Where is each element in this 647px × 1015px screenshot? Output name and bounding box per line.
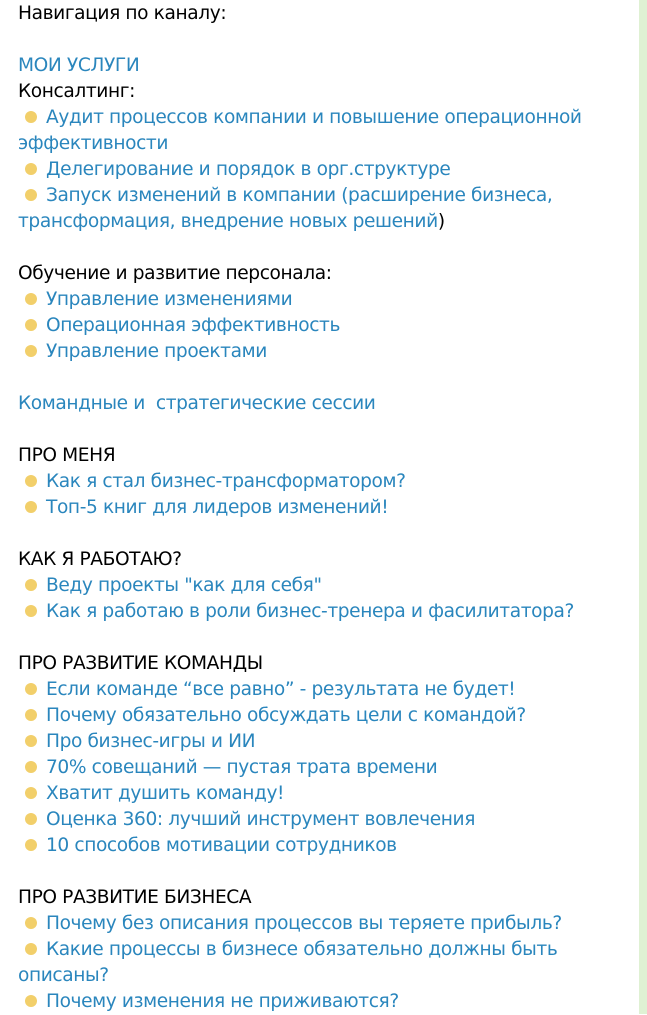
yellow-circle-icon <box>25 293 37 305</box>
list-item <box>18 599 638 625</box>
list-item <box>18 937 638 963</box>
team-heading: ПРО РАЗВИТИЕ КОМАНДЫ <box>18 653 263 674</box>
yellow-circle-icon <box>25 163 37 175</box>
business-link-2-cont[interactable]: описаны? <box>18 965 109 986</box>
yellow-circle-icon <box>25 943 37 955</box>
list-item <box>18 183 638 209</box>
team-link-1[interactable]: Если команде “все равно” - результата не будет! <box>46 679 516 700</box>
team-link-4[interactable]: 70% совещаний — пустая трата времени <box>46 757 438 778</box>
spacer <box>18 625 638 651</box>
list-item <box>18 469 638 495</box>
yellow-circle-icon <box>25 111 37 123</box>
services-heading-link[interactable]: МОИ УСЛУГИ <box>18 55 140 76</box>
list-item <box>18 157 638 183</box>
nav-title: Навигация по каналу: <box>18 3 227 24</box>
team-link-7[interactable]: 10 способов мотивации сотрудников <box>46 835 397 856</box>
about-heading: ПРО МЕНЯ <box>18 445 116 466</box>
yellow-circle-icon <box>25 761 37 773</box>
team-link-6[interactable]: Оценка 360: лучший инструмент вовлечения <box>46 809 475 830</box>
business-link-1[interactable]: Почему без описания процессов вы теряете прибыль? <box>46 913 562 934</box>
yellow-circle-icon <box>25 319 37 331</box>
how-i-work-link-2[interactable]: Как я работаю в роли бизнес-тренера и фасилитатора? <box>46 601 574 622</box>
yellow-circle-icon <box>25 709 37 721</box>
list-item <box>18 755 638 781</box>
yellow-circle-icon <box>25 787 37 799</box>
consulting-delegation-link[interactable]: Делегирование и порядок в орг.структуре <box>46 159 451 180</box>
list-item <box>18 573 638 599</box>
spacer <box>18 27 638 53</box>
list-item <box>18 703 638 729</box>
business-link-2[interactable]: Какие процессы в бизнесе обязательно должны быть <box>46 939 558 960</box>
list-item <box>18 911 638 937</box>
team-link-2[interactable]: Почему обязательно обсуждать цели с командой? <box>46 705 526 726</box>
list-item <box>18 677 638 703</box>
consulting-changes-link-cont[interactable]: трансформация, внедрение новых решений <box>18 211 438 232</box>
list-item <box>18 989 638 1015</box>
list-item <box>18 833 638 859</box>
yellow-circle-icon <box>25 735 37 747</box>
spacer <box>18 235 638 261</box>
list-item <box>18 781 638 807</box>
yellow-circle-icon <box>25 813 37 825</box>
about-link-2[interactable]: Топ-5 книг для лидеров изменений! <box>46 497 389 518</box>
spacer <box>18 417 638 443</box>
training-operational-efficiency-link[interactable]: Операционная эффективность <box>46 315 341 336</box>
yellow-circle-icon <box>25 345 37 357</box>
yellow-circle-icon <box>25 995 37 1007</box>
list-item <box>18 339 638 365</box>
channel-navigation-message <box>18 1 638 1015</box>
how-i-work-link-1[interactable]: Веду проекты "как для себя" <box>46 575 322 596</box>
training-change-management-link[interactable]: Управление изменениями <box>46 289 293 310</box>
chat-bubble-edge <box>639 0 647 1014</box>
consulting-changes-link[interactable]: Запуск изменений в компании (расширение бизнеса, <box>46 185 553 206</box>
list-item <box>18 105 638 131</box>
list-item <box>18 287 638 313</box>
yellow-circle-icon <box>25 605 37 617</box>
spacer <box>18 521 638 547</box>
business-heading: ПРО РАЗВИТИЕ БИЗНЕСА <box>18 887 252 908</box>
list-item <box>18 313 638 339</box>
business-link-3[interactable]: Почему изменения не приживаются? <box>46 991 399 1012</box>
consulting-label: Консалтинг: <box>18 81 135 102</box>
team-link-5[interactable]: Хватит душить команду! <box>46 783 285 804</box>
yellow-circle-icon <box>25 917 37 929</box>
yellow-circle-icon <box>25 189 37 201</box>
list-item <box>18 729 638 755</box>
spacer <box>18 365 638 391</box>
strategic-sessions-link[interactable]: Командные и стратегические сессии <box>18 393 376 414</box>
yellow-circle-icon <box>25 475 37 487</box>
team-link-3[interactable]: Про бизнес-игры и ИИ <box>46 731 256 752</box>
about-link-1[interactable]: Как я стал бизнес-трансформатором? <box>46 471 406 492</box>
yellow-circle-icon <box>25 839 37 851</box>
spacer <box>18 859 638 885</box>
consulting-audit-link-cont[interactable]: эффективности <box>18 133 169 154</box>
list-item-continuation <box>18 131 638 157</box>
list-item <box>18 495 638 521</box>
yellow-circle-icon <box>25 683 37 695</box>
training-label: Обучение и развитие персонала: <box>18 263 332 284</box>
list-item-continuation <box>18 209 638 235</box>
how-i-work-heading: КАК Я РАБОТАЮ? <box>18 549 182 570</box>
training-project-management-link[interactable]: Управление проектами <box>46 341 267 362</box>
consulting-audit-link[interactable]: Аудит процессов компании и повышение операционной <box>46 107 582 128</box>
yellow-circle-icon <box>25 579 37 591</box>
yellow-circle-icon <box>25 501 37 513</box>
list-item <box>18 807 638 833</box>
closing-parenthesis: ) <box>437 211 445 232</box>
list-item-continuation <box>18 963 638 989</box>
